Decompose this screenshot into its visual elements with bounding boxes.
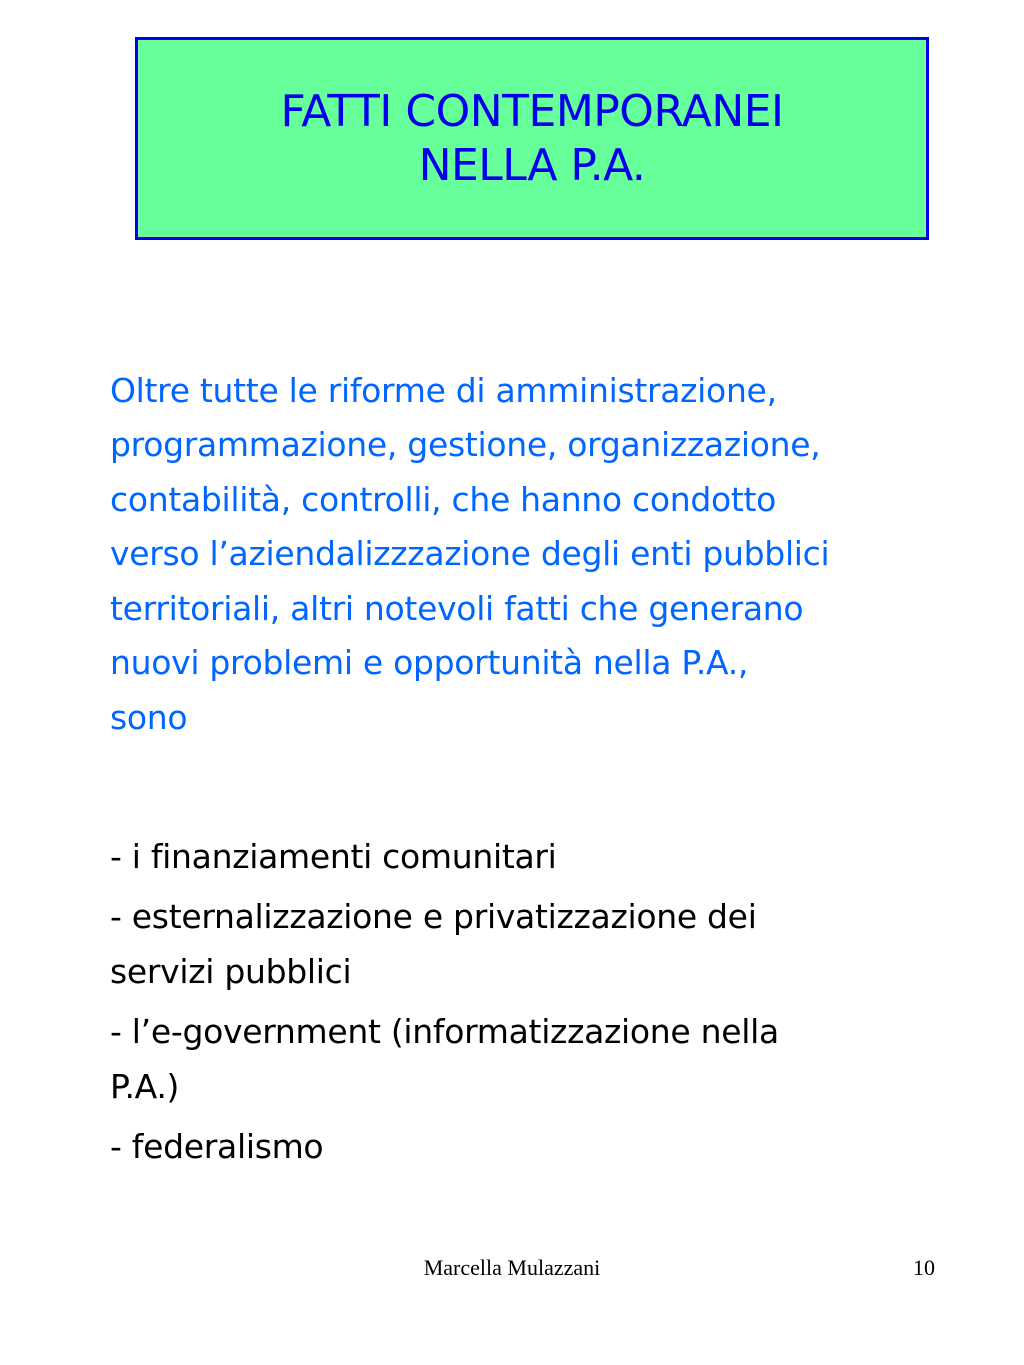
bullet-line: - federalismo [110,1127,324,1167]
footer-page-number: 10 [913,1255,935,1280]
slide-title-box [135,37,929,240]
intro-line: sono [110,697,188,737]
bullet-item-finanziamenti [110,830,990,884]
bullet-line: servizi pubblici [110,951,352,991]
bullet-line: - l’e-government (informatizzazione nella [110,1012,779,1052]
bullet-line: P.A.) [110,1066,180,1106]
bullet-list [110,830,990,1181]
intro-line: nuovi problemi e opportunità nella P.A., [110,643,749,683]
slide-title-line-1: FATTI CONTEMPORANEI [280,85,784,137]
intro-line: programmazione, gestione, organizzazione, [110,425,821,465]
slide-title-line-2: NELLA P.A. [418,139,646,191]
intro-paragraph [110,364,990,745]
bullet-item-federalismo [110,1120,990,1174]
intro-line: verso l’aziendalizzzazione degli enti pubblici [110,534,830,574]
intro-line: territoriali, altri notevoli fatti che generano [110,588,804,628]
intro-line: contabilità, controlli, che hanno condotto [110,479,777,519]
bullet-line: - esternalizzazione e privatizzazione dei [110,897,757,937]
bullet-line: - i finanziamenti comunitari [110,837,557,876]
bullet-item-esternalizzazione [110,890,990,999]
bullet-item-e-government [110,1005,990,1114]
footer-author: Marcella Mulazzani [423,1255,601,1280]
intro-line: Oltre tutte le riforme di amministrazione, [110,371,777,410]
